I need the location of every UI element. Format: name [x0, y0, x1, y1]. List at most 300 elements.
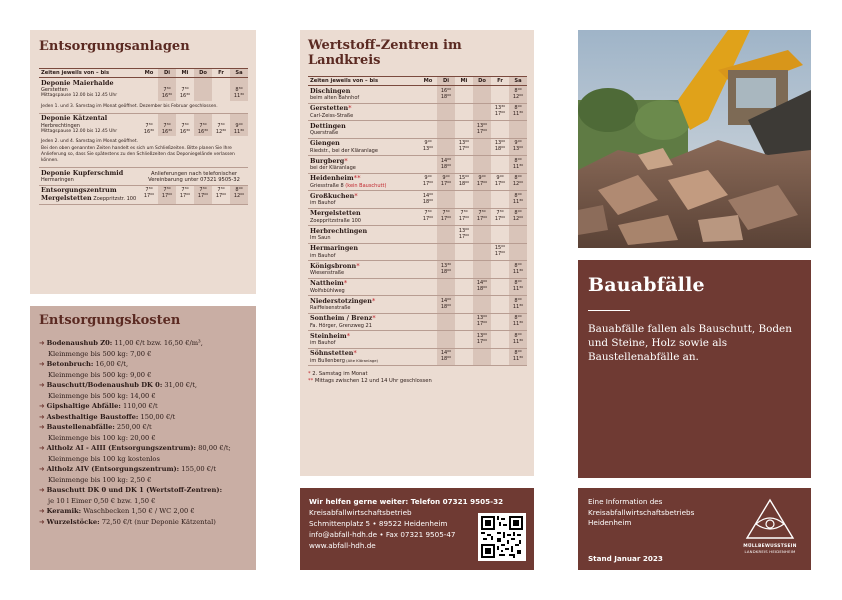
wertstoff-time: 14⁰⁰ 18⁰⁰	[437, 156, 455, 174]
wertstoff-time	[491, 348, 509, 366]
wertstoff-row	[308, 208, 527, 226]
wertstoff-time	[509, 121, 527, 139]
wertstoff-time: 8⁰⁰ 12⁰⁰	[509, 86, 527, 104]
wertstoff-time	[419, 348, 437, 366]
mergelstetten-time-fr: 7³⁰ 17⁰⁰	[212, 185, 230, 204]
wertstoff-footnotes	[308, 371, 527, 385]
wertstoff-time	[419, 226, 437, 244]
footnote-1	[308, 371, 527, 378]
cost-item-label: Wurzelstöcke:	[46, 517, 100, 526]
anlage-row-kupferschmid	[39, 168, 248, 186]
wertstoff-location-star: *	[372, 314, 376, 322]
wertstoff-time	[473, 226, 491, 244]
contact-line2: Schmittenplatz 5 • 89522 Heidenheim	[309, 519, 448, 528]
wertstoff-time	[455, 348, 473, 366]
arrow-right-icon: ➜	[39, 507, 45, 515]
kaetzental-time-fr: 7³⁰ 12³⁰	[215, 122, 227, 135]
wertstoff-location	[308, 138, 419, 156]
cost-item-sub: Kleinmenge bis 100 kg: 2,50 €	[48, 475, 152, 484]
wertstoff-day-di: Di	[437, 77, 455, 86]
maierhalde-place: Gerstetten	[41, 87, 68, 93]
wertstoff-day-fr: Fr	[491, 77, 509, 86]
wertstoff-time: 13⁰⁰ 17⁰⁰	[473, 313, 491, 331]
wertstoff-location-name: Königsbronn	[310, 261, 357, 270]
cost-item-label: Bodenaushub Z0:	[46, 339, 113, 347]
arrow-right-icon: ➜	[39, 465, 45, 473]
entsorgungsanlagen-title: Entsorgungsanlagen	[39, 39, 190, 54]
wertstoff-location-name: Giengen	[310, 139, 340, 147]
maierhalde-name: Deponie Maierhalde	[41, 78, 114, 87]
cost-item-label: Bauschutt/Bodenaushub DK 0:	[46, 381, 163, 389]
wertstoff-row	[308, 348, 527, 366]
cost-item-value: 250,00 €/t	[114, 423, 152, 431]
wertstoff-time: 8⁰⁰ 11³⁰	[509, 278, 527, 296]
wertstoff-panel	[300, 30, 534, 476]
contact-panel	[300, 488, 534, 570]
wertstoff-time	[491, 296, 509, 314]
maierhalde-time-mi: 7³⁰ 16³⁰	[179, 87, 191, 99]
cost-item-value: 80,00 €/t;	[195, 444, 231, 452]
wertstoff-location-star: *	[371, 296, 376, 305]
wertstoff-time	[509, 243, 527, 261]
info-line3: Heidenheim	[588, 518, 632, 527]
wertstoff-location-star: *	[353, 349, 357, 357]
logo-text2: LANDKREIS HEIDENHEIM	[744, 549, 796, 554]
wertstoff-location-name: Burgberg	[310, 156, 345, 165]
qr-code-icon[interactable]	[478, 513, 526, 561]
wertstoff-location	[308, 103, 419, 121]
wertstoff-row	[308, 121, 527, 139]
wertstoff-time	[473, 296, 491, 314]
wertstoff-day-mo: Mo	[419, 77, 437, 86]
anlage-row-kaetzental	[39, 113, 248, 136]
wertstoff-row	[308, 278, 527, 296]
wertstoff-time: 13³⁰ 18⁰⁰	[437, 261, 455, 279]
wertstoff-time	[473, 138, 491, 156]
anlagen-day-do: Do	[194, 69, 212, 78]
wertstoff-header-row	[308, 77, 527, 86]
wertstoff-location-star: *	[356, 261, 360, 270]
cost-item-value: 150,00 €/t	[138, 412, 176, 421]
wertstoff-time: 8⁰⁰ 11³⁰	[509, 331, 527, 349]
info-line1: Eine Information des	[588, 497, 663, 506]
cost-item-value: 110,00 €/t	[120, 402, 158, 410]
wertstoff-time	[491, 278, 509, 296]
arrow-right-icon: ➜	[39, 412, 45, 421]
wertstoff-location-address: Raiffeisenstraße	[310, 305, 351, 311]
footnote-1-text: 2. Samstag im Monat	[312, 371, 368, 377]
wertstoff-time	[419, 103, 437, 121]
wertstoff-time	[491, 121, 509, 139]
title-divider	[588, 310, 630, 311]
cost-item-value: 16,00 €/t,	[93, 360, 129, 368]
wertstoff-time	[455, 191, 473, 209]
cost-item-label: Betonbruch:	[46, 360, 94, 368]
wertstoff-time	[491, 313, 509, 331]
wertstoff-location-star: *	[346, 331, 351, 340]
wertstoff-time	[473, 156, 491, 174]
contact-heading: Wir helfen gerne weiter: Telefon 07321 9505-32	[309, 497, 504, 506]
wertstoff-location	[308, 313, 419, 331]
wertstoff-location-address: Riedstr., bei der Kläranlage	[310, 147, 378, 154]
wertstoff-row	[308, 173, 527, 191]
arrow-right-icon: ➜	[39, 423, 45, 431]
wertstoff-location	[308, 261, 419, 279]
wertstoff-time	[509, 226, 527, 244]
mergelstetten-time-mo: 7³⁰ 17⁰⁰	[140, 185, 158, 204]
cost-item-value: 72,50 €/t (nur Deponie Kätzental)	[99, 517, 216, 526]
wertstoff-time	[437, 226, 455, 244]
wertstoff-row	[308, 86, 527, 104]
cost-item	[39, 464, 250, 475]
wertstoff-row	[308, 191, 527, 209]
wertstoff-location-note: (Alte Kläranlage)	[344, 357, 379, 363]
wertstoff-time	[437, 138, 455, 156]
wertstoff-time	[491, 331, 509, 349]
wertstoff-location	[308, 121, 419, 139]
wertstoff-location	[308, 208, 419, 226]
wertstoff-time	[455, 313, 473, 331]
kaetzental-time-mi: 7³⁰ 16³⁰	[179, 122, 191, 135]
cost-item-value: Waschbecken 1,50 € / WC 2,00 €	[81, 507, 195, 515]
info-panel	[578, 488, 811, 570]
wertstoff-time: 9⁰⁰ 17⁰⁰	[419, 173, 437, 191]
logo-icon	[745, 498, 795, 540]
wertstoff-location-address: im Bauhof	[310, 340, 336, 346]
wertstoff-time: 8⁰⁰ 12⁰⁰	[509, 208, 527, 226]
footnote-2-text: Mittags zwischen 12 und 14 Uhr geschlossen	[314, 378, 432, 384]
wertstoff-time: 13³⁰ 17⁰⁰	[491, 103, 509, 121]
wertstoff-location	[308, 243, 419, 261]
cost-item-sub: je 10 l Eimer 0,50 € bzw. 1,50 €	[48, 496, 156, 505]
cost-item	[39, 401, 250, 412]
kaetzental-time-di: 7³⁰ 16³⁰	[158, 113, 176, 136]
wertstoff-time	[473, 191, 491, 209]
wertstoff-time: 9⁰⁰ 13⁰⁰	[509, 138, 527, 156]
maierhalde-pause: Mittagspause 12.00 bis 12.45 Uhr	[41, 93, 118, 98]
cost-item	[39, 517, 250, 528]
wertstoff-time: 8⁰⁰ 11³⁰	[509, 103, 527, 121]
footnote-2-star: **	[308, 378, 314, 384]
wertstoff-time: 15⁰⁰ 17⁰⁰	[491, 243, 509, 261]
wertstoff-time: 13⁰⁰ 17⁰⁰	[473, 121, 491, 139]
kupferschmid-place: Hermaringen	[41, 177, 74, 183]
wertstoff-time: 8⁰⁰ 11³⁰	[509, 348, 527, 366]
wertstoff-location	[308, 226, 419, 244]
wertstoff-location-star: *	[344, 156, 348, 165]
wertstoff-time	[455, 121, 473, 139]
wertstoff-location-name: Gerstetten	[310, 104, 349, 112]
cost-item-sub: Kleinmenge bis 500 kg: 9,00 €	[48, 370, 152, 379]
contact-line1: Kreisabfallwirtschaftsbetrieb	[309, 508, 412, 517]
wertstoff-row	[308, 103, 527, 121]
cost-item-label: Altholz AI - AIII (Entsorgungszentrum):	[46, 444, 196, 452]
cost-item	[39, 359, 250, 370]
kaetzental-time-do: 7³⁰ 16³⁰	[194, 113, 212, 136]
maierhalde-time-do	[194, 78, 212, 101]
wertstoff-time	[473, 261, 491, 279]
wertstoff-time	[473, 103, 491, 121]
wertstoff-time	[437, 243, 455, 261]
wertstoff-row	[308, 156, 527, 174]
cost-item-sub: Kleinmenge bis 500 kg: 7,00 €	[48, 349, 152, 358]
anlagen-day-di: Di	[158, 69, 176, 78]
wertstoff-time: 15⁰⁰ 18⁰⁰	[455, 173, 473, 191]
wertstoff-location-address: bei der Kläranlage	[310, 165, 356, 171]
cost-item	[39, 422, 250, 433]
wertstoff-day-do: Do	[473, 77, 491, 86]
wertstoff-time	[437, 103, 455, 121]
wertstoff-row	[308, 243, 527, 261]
arrow-right-icon: ➜	[39, 381, 45, 389]
wertstoff-location	[308, 331, 419, 349]
wertstoff-location-name: Niederstotzingen	[310, 296, 372, 305]
wertstoff-time	[455, 103, 473, 121]
wertstoff-location-address: im Bauhof	[310, 200, 336, 206]
anlagen-header-row	[39, 69, 248, 78]
arrow-right-icon: ➜	[39, 517, 45, 526]
bauabfaelle-panel	[578, 260, 811, 478]
mergelstetten-address: Zoeppritzstr. 100	[93, 195, 137, 202]
mergelstetten-time-di: 7³⁰ 17⁰⁰	[158, 185, 176, 204]
wertstoff-header-label: Zeiten jeweils von – bis	[308, 77, 419, 86]
wertstoff-time: 16⁰⁰ 18⁰⁰	[437, 86, 455, 104]
wertstoff-location-name: Hermaringen	[310, 244, 358, 252]
kaetzental-time-mo: 7³⁰ 16³⁰	[143, 122, 155, 135]
wertstoff-time	[491, 156, 509, 174]
wertstoff-location-address: im Bauhof	[310, 252, 336, 259]
anlage-row-maierhalde	[39, 78, 248, 101]
anlagen-day-mo: Mo	[140, 69, 158, 78]
wertstoff-time	[473, 348, 491, 366]
wertstoff-time	[419, 331, 437, 349]
kaetzental-note-row	[39, 136, 248, 168]
cost-item-value: 11,00 €/t bzw. 16,50 €/m³,	[112, 339, 203, 347]
info-line2: Kreisabfallwirtschaftsbetriebs	[588, 507, 695, 517]
wertstoff-time	[437, 121, 455, 139]
cost-item-label: Baustellenabfälle:	[46, 423, 115, 431]
cost-item-value: 31,00 €/t,	[162, 381, 198, 389]
wertstoff-time: 7³⁰ 17⁰⁰	[455, 208, 473, 226]
wertstoff-time: 7³⁰ 17⁰⁰	[419, 208, 437, 226]
contact-website[interactable]: www.abfall-hdh.de	[309, 541, 376, 550]
wertstoff-location-name: Sontheim / Brenz	[310, 314, 373, 322]
mergelstetten-name1: Entsorgungszentrum	[41, 186, 117, 194]
wertstoff-time	[455, 243, 473, 261]
cost-item	[39, 506, 250, 517]
wertstoff-location-name: Nattheim	[310, 279, 344, 287]
wertstoff-time: 9⁰⁰ 13⁰⁰	[419, 138, 437, 156]
wertstoff-location-name: Dettingen	[310, 121, 346, 130]
maierhalde-note-row	[39, 101, 248, 114]
kupferschmid-note: Anlieferungen nach telefonischer Vereinbarung unter 07321 9505-32	[140, 168, 248, 186]
wertstoff-time	[419, 243, 437, 261]
wertstoff-location-address: Im Saun	[310, 235, 331, 241]
bauabfaelle-text: Bauabfälle fallen als Bauschutt, Boden und Steine, Holz sowie als Baustellenabfälle an.	[588, 323, 792, 363]
wertstoff-time: 8⁰⁰ 11³⁰	[509, 313, 527, 331]
wertstoff-location-star: *	[348, 104, 352, 112]
wertstoff-location	[308, 278, 419, 296]
anlagen-table	[39, 68, 248, 205]
wertstoff-location	[308, 296, 419, 314]
kaetzental-time-sa: 9⁰⁰ 11³⁰	[230, 113, 248, 136]
mergelstetten-time-sa: 8⁰⁰ 12⁰⁰	[230, 185, 248, 204]
wertstoff-location-address: Querstraße	[310, 130, 339, 136]
wertstoff-row	[308, 226, 527, 244]
mergelstetten-time-do: 7³⁰ 17⁰⁰	[194, 185, 212, 204]
cost-item	[39, 485, 250, 496]
wertstoff-location	[308, 191, 419, 209]
maierhalde-time-di: 7³⁰ 16³⁰	[158, 78, 176, 101]
wertstoff-location-name: Söhnstetten	[310, 349, 354, 357]
footnote-1-star: *	[308, 371, 311, 377]
wertstoff-location-address: im Bullenberg	[310, 357, 345, 364]
wertstoff-row	[308, 261, 527, 279]
wertstoff-time	[437, 191, 455, 209]
anlagen-header-label: Zeiten jeweils von – bis	[39, 69, 140, 78]
wertstoff-time	[455, 156, 473, 174]
wertstoff-location-address: Wiesenstraße	[310, 270, 345, 276]
arrow-right-icon: ➜	[39, 486, 45, 494]
wertstoff-location-address: Zoeppritzstraße 100	[310, 217, 361, 224]
wertstoff-time	[455, 86, 473, 104]
cost-item-label: Altholz AIV (Entsorgungszentrum):	[46, 465, 180, 473]
anlagen-day-sa: Sa	[230, 69, 248, 78]
wertstoff-location-name: Mergelstetten	[310, 209, 361, 217]
wertstoff-location-name: Herbrechtingen	[310, 226, 368, 235]
wertstoff-time: 7³⁰ 17⁰⁰	[437, 208, 455, 226]
triangle-eye-logo	[739, 498, 801, 564]
anlagen-day-fr: Fr	[212, 69, 230, 78]
wertstoff-time	[473, 86, 491, 104]
maierhalde-note: Jeden 1. und 3. Samstag im Monat geöffnet. Dezember bis Februar geschlossen.	[39, 101, 248, 114]
wertstoff-location	[308, 173, 419, 191]
cost-item-label: Gipshaltige Abfälle:	[46, 402, 121, 410]
wertstoff-row	[308, 331, 527, 349]
wertstoff-time	[419, 313, 437, 331]
cost-item	[39, 380, 250, 391]
footnote-2	[308, 378, 527, 385]
entsorgungskosten-title: Entsorgungskosten	[39, 313, 181, 328]
wertstoff-location	[308, 86, 419, 104]
cost-item-label: Keramik:	[46, 507, 82, 515]
maierhalde-time-fr	[212, 78, 230, 101]
wertstoff-location-name: Dischingen	[310, 86, 351, 95]
wertstoff-row	[308, 138, 527, 156]
wertstoff-location-address: Fa. Hörger, Grenzweg 21	[310, 322, 372, 329]
logo-text1: MÜLLBEWUSSTSEIN	[743, 544, 797, 549]
arrow-right-icon: ➜	[39, 444, 45, 452]
wertstoff-time: 8⁰⁰ 11³⁰	[509, 191, 527, 209]
mergelstetten-time-mi: 7³⁰ 17⁰⁰	[176, 185, 194, 204]
wertstoff-time: 13⁰⁰ 17⁰⁰	[473, 331, 491, 349]
wertstoff-time	[455, 331, 473, 349]
wertstoff-time: 14⁰⁰ 18⁰⁰	[419, 191, 437, 209]
wertstoff-location-address: beim alten Bahnhof	[310, 95, 360, 101]
wertstoff-time: 9⁰⁰ 17⁰⁰	[491, 173, 509, 191]
wertstoff-time	[455, 296, 473, 314]
cost-item	[39, 338, 250, 349]
wertstoff-time: 13⁰⁰ 17⁰⁰	[455, 226, 473, 244]
wertstoff-table	[308, 76, 527, 366]
wertstoff-time: 8⁰⁰ 11³⁰	[509, 156, 527, 174]
kaetzental-pause: Mittagspause 12.00 bis 12.45 Uhr	[41, 128, 118, 134]
wertstoff-time: 13⁰⁰ 18⁰⁰	[491, 138, 509, 156]
wertstoff-time	[419, 261, 437, 279]
wertstoff-time	[491, 86, 509, 104]
wertstoff-row	[308, 313, 527, 331]
entsorgungskosten-panel	[30, 306, 256, 570]
wertstoff-location-address: Wolfsbühlweg	[310, 287, 345, 294]
cost-item-sub: Kleinmenge bis 100 kg kostenlos	[48, 454, 160, 463]
wertstoff-time	[491, 226, 509, 244]
wertstoff-location	[308, 156, 419, 174]
wertstoff-time	[419, 86, 437, 104]
wertstoff-time: 8⁰⁰ 12⁰⁰	[509, 173, 527, 191]
bauabfaelle-title: Bauabfälle	[588, 274, 705, 296]
maierhalde-time-mo	[140, 78, 158, 101]
arrow-right-icon: ➜	[39, 339, 45, 347]
cost-item	[39, 443, 250, 454]
wertstoff-time: 14⁰⁰ 18⁰⁰	[437, 296, 455, 314]
kaetzental-name: Deponie Kätzental	[41, 114, 108, 122]
wertstoff-time	[491, 191, 509, 209]
wertstoff-time	[419, 121, 437, 139]
wertstoff-time: 8⁰⁰ 11³⁰	[509, 261, 527, 279]
excavator-rubble-image	[578, 30, 811, 248]
kupferschmid-name: Deponie Kupferschmid	[41, 168, 124, 177]
wertstoff-location-star: *	[343, 279, 348, 287]
wertstoff-time	[419, 296, 437, 314]
wertstoff-location	[308, 348, 419, 366]
wertstoff-title: Wertstoff-Zentren im Landkreis	[308, 38, 462, 68]
construction-photo	[578, 30, 811, 248]
wertstoff-time	[437, 313, 455, 331]
wertstoff-time	[455, 261, 473, 279]
arrow-right-icon: ➜	[39, 402, 45, 410]
wertstoff-day-sa: Sa	[509, 77, 527, 86]
wertstoff-location-name: Heidenheim	[310, 174, 354, 182]
wertstoff-location-star: *	[354, 191, 358, 200]
entsorgungsanlagen-panel	[30, 30, 256, 294]
wertstoff-time	[437, 331, 455, 349]
wertstoff-location-name: Steinheim	[310, 331, 347, 340]
kaetzental-note1: Jeden 2. und 4. Samstag im Monat geöffnet.	[41, 139, 138, 144]
anlagen-day-mi: Mi	[176, 69, 194, 78]
wertstoff-time	[419, 278, 437, 296]
wertstoff-location-address: Griesstraße 8	[310, 182, 344, 189]
wertstoff-time: 7³⁰ 17⁰⁰	[473, 208, 491, 226]
wertstoff-time: 9⁰⁰ 17⁰⁰	[473, 173, 491, 191]
wertstoff-time	[455, 278, 473, 296]
wertstoff-time: 8⁰⁰ 11³⁰	[509, 296, 527, 314]
cost-item-sub: Kleinmenge bis 500 kg: 14,00 €	[48, 391, 156, 400]
wertstoff-time: 9⁰⁰ 17⁰⁰	[437, 173, 455, 191]
wertstoff-time	[437, 278, 455, 296]
wertstoff-location-star: **	[353, 174, 361, 182]
anlage-row-mergelstetten	[39, 185, 248, 204]
wertstoff-time	[473, 243, 491, 261]
contact-email-fax[interactable]: info@abfall-hdh.de • Fax 07321 9505-47	[309, 530, 456, 539]
wertstoff-time: 14⁰⁰ 18⁰⁰	[437, 348, 455, 366]
mergelstetten-name2: Mergelstetten	[41, 193, 92, 202]
cost-item	[39, 412, 250, 423]
wertstoff-time	[419, 156, 437, 174]
wertstoff-location-note: (kein Bauschutt)	[343, 182, 387, 189]
cost-item-label: Asbesthaltige Baustoffe:	[46, 412, 139, 421]
wertstoff-day-mi: Mi	[455, 77, 473, 86]
cost-item-value: 155,00 €/t	[179, 465, 217, 473]
